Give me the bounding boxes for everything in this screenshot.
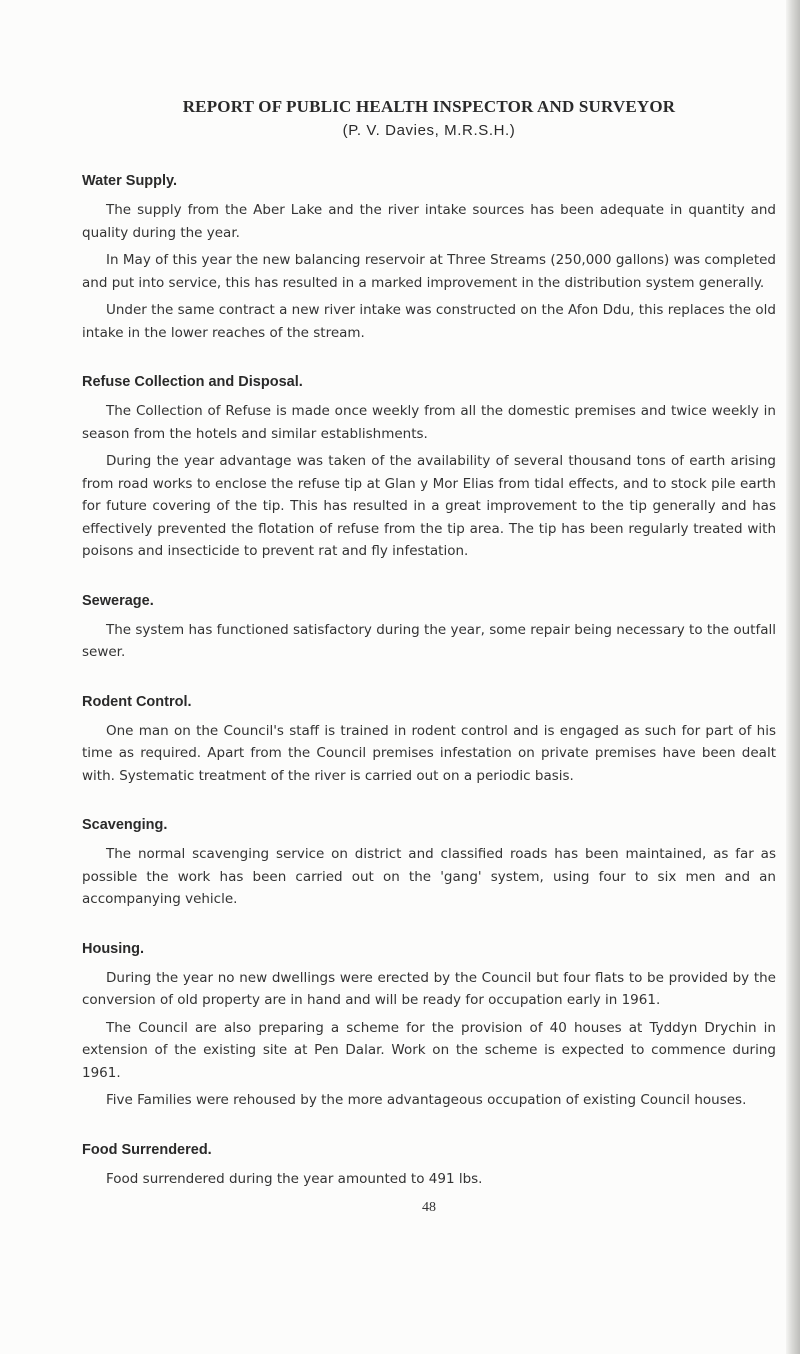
section-housing — [82, 939, 776, 1112]
section-rodent-control — [82, 692, 776, 788]
paragraph: Five Families were rehoused by the more advantageous occupation of existing Council houses. — [106, 1092, 747, 1108]
section-food-surrendered — [82, 1140, 776, 1191]
section-heading: Rodent Control. — [82, 693, 192, 710]
section-water-supply — [82, 171, 776, 344]
section-heading: Sewerage. — [82, 592, 154, 609]
paragraph: During the year advantage was taken of the availability of several thousand tons of earth arising from road works to enclose the refuse tip at Glan y Mor Elias from tidal effects, and to stock pile earth for future covering of the tip. This has resulted in a great improvement to the tip generally and has effectively prevented the flotation of refuse from the tip area. The tip has been regularly treated with poisons and insecticide to prevent rat and fly infestation. — [82, 453, 776, 559]
section-heading: Food Surrendered. — [82, 1141, 212, 1158]
paragraph: The Council are also preparing a scheme for the provision of 40 houses at Tyddyn Drychin in extension of the existing site at Pen Dalar. Work on the scheme is expected to commence during 1961. — [82, 1019, 776, 1081]
report-title: REPORT OF PUBLIC HEALTH INSPECTOR AND SURVEYOR — [182, 97, 676, 116]
page-number: 48 — [422, 1200, 436, 1215]
paragraph: During the year no new dwellings were erected by the Council but four flats to be provided by the conversion of old property are in hand and will be ready for occupation early in 1961. — [82, 969, 776, 1008]
section-refuse-collection — [82, 372, 776, 563]
paragraph: The Collection of Refuse is made once weekly from all the domestic premises and twice weekly in season from the hotels and similar establishments. — [82, 403, 776, 442]
section-heading: Refuse Collection and Disposal. — [82, 374, 303, 390]
section-heading: Housing. — [82, 940, 145, 957]
paragraph: Food surrendered during the year amounted to 491 lbs. — [106, 1170, 483, 1187]
paragraph: Under the same contract a new river intake was constructed on the Afon Ddu, this replaces the old intake in the lower reaches of the stream. — [82, 302, 776, 341]
paragraph: The supply from the Aber Lake and the river intake sources has been adequate in quantity and quality during the year. — [82, 202, 776, 241]
page-edge-shadow — [786, 0, 800, 1354]
paragraph: In May of this year the new balancing reservoir at Three Streams (250,000 gallons) was completed and put into service, this has resulted in a marked improvement in the distribution system generally. — [82, 252, 776, 291]
report-content — [82, 96, 776, 1216]
paragraph: The system has functioned satisfactory during the year, some repair being necessary to the outfall sewer. — [82, 621, 776, 660]
section-scavenging — [82, 815, 776, 911]
paragraph: The normal scavenging service on district and classified roads has been maintained, as far as possible the work has been carried out on the 'gang' system, using four to six men and an accompanying vehicle. — [82, 846, 776, 907]
report-author: (P. V. Davies, M.R.S.H.) — [342, 122, 516, 139]
paragraph: One man on the Council's staff is trained in rodent control and is engaged as such for part of his time as required. Apart from the Council premises infestation on private premises have been dealt with. Systematic treatment of the river is carried out on a periodic basis. — [82, 722, 776, 784]
section-heading: Water Supply. — [82, 173, 178, 189]
section-heading: Scavenging. — [82, 817, 168, 833]
section-sewerage — [82, 591, 776, 664]
